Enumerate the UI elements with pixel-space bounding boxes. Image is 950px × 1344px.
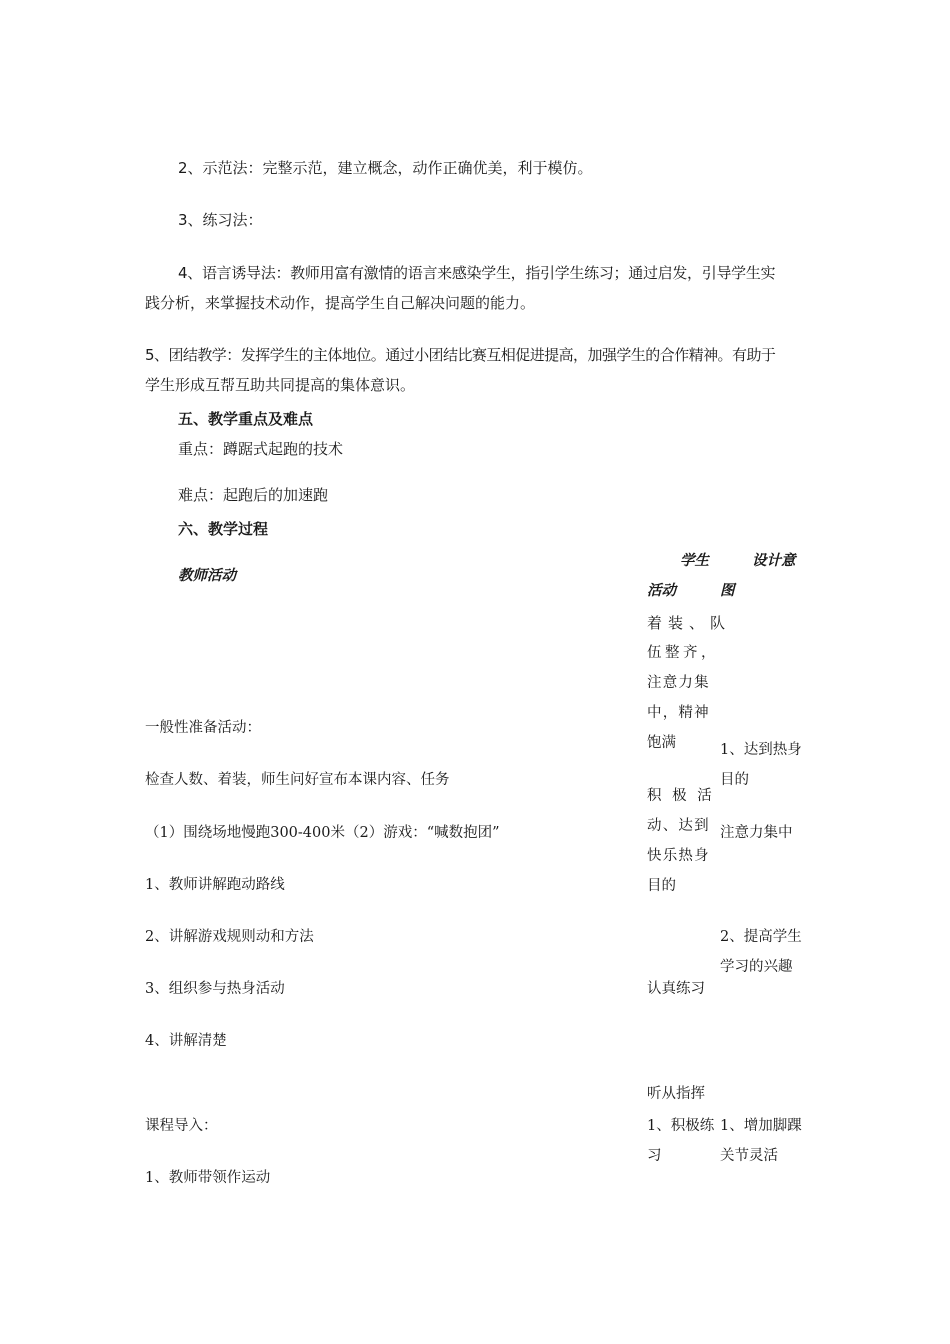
teacher-activity-line: 4、讲解清楚: [145, 1033, 227, 1049]
teacher-activity-line: 一般性准备活动：: [145, 720, 261, 736]
design-intent-line: 目的: [720, 772, 749, 788]
header-teacher-activity: 教师活动: [178, 567, 236, 584]
method-item-2: 2、示范法：完整示范，建立概念，动作正确优美，利于模仿。: [178, 159, 593, 177]
student-activity-line: 动、达到: [647, 818, 710, 834]
method-item-3: 3、练习法：: [178, 211, 263, 229]
teacher-activity-line: 1、教师讲解跑动路线: [145, 877, 285, 893]
method-item-5-line1: 5、团结教学：发挥学生的主体地位。通过小团结比赛互相促进提高，加强学生的合作精神。有助于: [145, 346, 776, 364]
section-6-heading: 六、教学过程: [178, 520, 269, 538]
student-activity-line: 中，精神: [647, 705, 710, 721]
difficulty-point: 难点：起跑后的加速跑: [178, 486, 329, 504]
student-activity-line: 快乐热身: [647, 848, 710, 864]
teacher-activity-line: 3、组织参与热身活动: [145, 981, 285, 997]
key-point: 重点：蹲踞式起跑的技术: [178, 440, 344, 458]
method-item-5-line2: 学生形成互帮互助共同提高的集体意识。: [145, 376, 416, 394]
teacher-activity-line: 2、讲解游戏规则动和方法: [145, 929, 314, 945]
design-intent-line: 1、达到热身: [720, 742, 802, 758]
header-design-intent-line2: 图: [720, 582, 735, 599]
student-activity-line: 积 极 活: [647, 788, 715, 804]
header-student-activity-line2: 活动: [647, 582, 676, 599]
teacher-activity-line: 检查人数、着装，师生问好宣布本课内容、任务: [145, 772, 450, 788]
student-activity-line: 注意力集: [647, 675, 710, 691]
design-intent-line: 2、提高学生: [720, 929, 802, 945]
design-intent-line: 关节灵活: [720, 1148, 778, 1164]
header-student-activity-line1: 学生: [680, 552, 709, 569]
teacher-activity-line: 课程导入：: [145, 1118, 218, 1134]
student-activity-line: 认真练习: [647, 981, 705, 997]
student-activity-line: 习: [647, 1148, 662, 1164]
method-item-4-line1: 4、语言诱导法：教师用富有激情的语言来感染学生，指引学生练习；通过启发，引导学生实: [178, 264, 776, 282]
student-activity-line: 着装、队: [647, 614, 732, 632]
student-activity-line: 目的: [647, 878, 676, 894]
design-intent-line: 注意力集中: [720, 825, 793, 841]
method-item-4-line2: 践分析，来掌握技术动作，提高学生自己解决问题的能力。: [145, 294, 536, 312]
student-activity-line: 饱满: [647, 735, 676, 751]
student-activity-line: 听从指挥: [647, 1086, 705, 1102]
student-activity-line: 伍整齐，: [647, 645, 719, 661]
section-5-heading: 五、教学重点及难点: [178, 410, 314, 428]
teacher-activity-line: （1）围绕场地慢跑300-400米（2）游戏：“喊数抱团”: [145, 825, 500, 841]
design-intent-line: 1、增加脚踝: [720, 1118, 802, 1134]
teacher-activity-line: 1、教师带领作运动: [145, 1170, 271, 1186]
design-intent-line: 学习的兴趣: [720, 959, 793, 975]
student-activity-line: 1、积极练: [647, 1118, 715, 1134]
header-design-intent-line1: 设计意: [752, 552, 796, 569]
